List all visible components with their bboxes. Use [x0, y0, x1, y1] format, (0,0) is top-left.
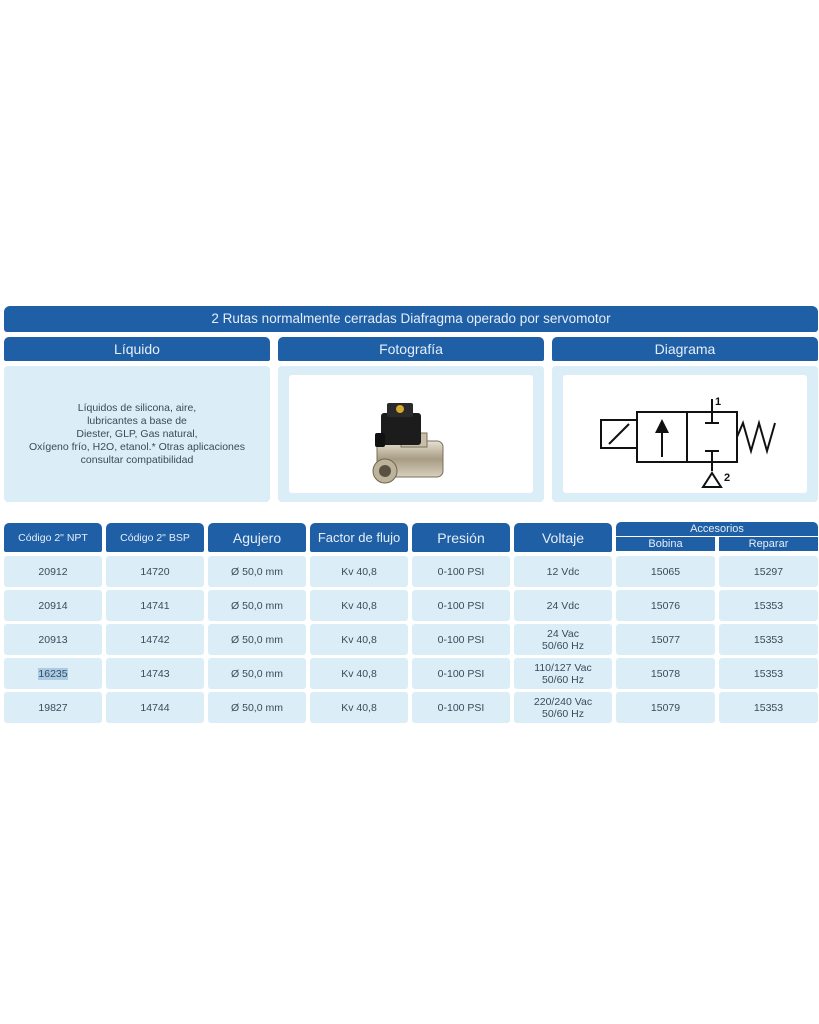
- table-cell-agujero: [208, 692, 306, 723]
- table-cell-agujero: [208, 556, 306, 587]
- liquid-description: Líquidos de silicona, aire, lubricantes a base de Diester, GLP, Gas natural, Oxígeno frío, H2O, etanol.* Otras aplicaciones consultar compatibilidad: [29, 401, 245, 466]
- cell-value: 15065: [650, 565, 681, 578]
- table-cell-agujero: [208, 624, 306, 655]
- cell-value: 15076: [650, 599, 681, 612]
- cell-value: 220/240 Vac 50/60 Hz: [533, 695, 593, 720]
- cell-value: 20912: [38, 565, 68, 578]
- liquid-panel: [4, 366, 270, 502]
- cell-value: Ø 50,0 mm: [231, 633, 283, 646]
- table-cell-presion: [412, 590, 510, 621]
- table-cell-bobina: [616, 590, 715, 621]
- cell-value: 24 Vdc: [546, 599, 580, 612]
- cell-value: 14744: [140, 701, 170, 714]
- table-cell-reparar: [719, 590, 818, 621]
- cell-value: 16235: [38, 667, 68, 680]
- col-bobina-header: Bobina: [616, 537, 715, 551]
- table-cell-npt: [4, 658, 102, 689]
- cell-value: 14742: [140, 633, 170, 646]
- table-cell-factor: [310, 624, 408, 655]
- table-cell-presion: [412, 624, 510, 655]
- table-cell-bsp: [106, 624, 204, 655]
- cell-value: 15353: [753, 701, 784, 714]
- table-cell-bsp: [106, 658, 204, 689]
- cell-value: Kv 40,8: [341, 599, 377, 612]
- table-cell-npt: [4, 624, 102, 655]
- table-cell-voltaje: [514, 658, 612, 689]
- cell-value: 14741: [140, 599, 170, 612]
- col-voltaje-header: Voltaje: [514, 523, 612, 552]
- table-cell-bobina: [616, 556, 715, 587]
- cell-value: 15297: [753, 565, 784, 578]
- cell-value: 14720: [140, 565, 170, 578]
- cell-value: 14743: [140, 667, 170, 680]
- table-cell-factor: [310, 556, 408, 587]
- table-cell-factor: [310, 658, 408, 689]
- table-cell-bsp: [106, 692, 204, 723]
- table-cell-factor: [310, 590, 408, 621]
- table-cell-bobina: [616, 692, 715, 723]
- cell-value: 15353: [753, 599, 784, 612]
- table-cell-npt: [4, 556, 102, 587]
- table-cell-bsp: [106, 556, 204, 587]
- cell-value: Ø 50,0 mm: [231, 667, 283, 680]
- cell-value: 0-100 PSI: [437, 599, 485, 612]
- table-cell-presion: [412, 556, 510, 587]
- cell-value: Kv 40,8: [341, 565, 377, 578]
- diagram-header: Diagrama: [552, 337, 818, 361]
- col-accesorios-header: Accesorios: [616, 522, 818, 536]
- col-reparar-header: Reparar: [719, 537, 818, 551]
- port-2-label: 2: [724, 472, 731, 484]
- table-cell-voltaje: [514, 556, 612, 587]
- cell-value: 0-100 PSI: [437, 667, 485, 680]
- cell-value: 15353: [753, 633, 784, 646]
- liquid-header: Líquido: [4, 337, 270, 361]
- table-cell-presion: [412, 692, 510, 723]
- table-cell-voltaje: [514, 590, 612, 621]
- table-cell-bsp: [106, 590, 204, 621]
- cell-value: 0-100 PSI: [437, 565, 485, 578]
- cell-value: Kv 40,8: [341, 633, 377, 646]
- photo-panel: [278, 366, 544, 502]
- table-cell-reparar: [719, 692, 818, 723]
- col-factor-header: Factor de flujo: [310, 523, 408, 552]
- cell-value: 110/127 Vac 50/60 Hz: [534, 661, 592, 686]
- valve-photo: [289, 375, 533, 493]
- cell-value: Ø 50,0 mm: [231, 599, 283, 612]
- cell-value: 20913: [38, 633, 68, 646]
- table-cell-bobina: [616, 624, 715, 655]
- cell-value: 15078: [650, 667, 681, 680]
- cell-value: 0-100 PSI: [437, 701, 485, 714]
- table-cell-npt: [4, 692, 102, 723]
- table-cell-npt: [4, 590, 102, 621]
- cell-value: 20914: [38, 599, 68, 612]
- table-cell-agujero: [208, 590, 306, 621]
- table-cell-presion: [412, 658, 510, 689]
- photo-header: Fotografía: [278, 337, 544, 361]
- table-cell-reparar: [719, 556, 818, 587]
- cell-value: 24 Vac 50/60 Hz: [541, 627, 585, 652]
- table-cell-voltaje: [514, 624, 612, 655]
- valve-symbol-diagram: [563, 375, 807, 493]
- table-cell-bobina: [616, 658, 715, 689]
- table-cell-reparar: [719, 624, 818, 655]
- cell-value: Kv 40,8: [341, 667, 377, 680]
- port-1-label: 1: [715, 396, 722, 408]
- cell-value: 12 Vdc: [546, 565, 580, 578]
- table-cell-reparar: [719, 658, 818, 689]
- diagram-panel: [552, 366, 818, 502]
- col-npt-header: Código 2" NPT: [4, 523, 102, 552]
- cell-value: 0-100 PSI: [437, 633, 485, 646]
- cell-value: Kv 40,8: [341, 701, 377, 714]
- cell-value: 15353: [753, 667, 784, 680]
- cell-value: 19827: [38, 701, 68, 714]
- cell-value: Ø 50,0 mm: [231, 701, 283, 714]
- col-presion-header: Presión: [412, 523, 510, 552]
- col-bsp-header: Código 2" BSP: [106, 523, 204, 552]
- table-title-banner: 2 Rutas normalmente cerradas Diafragma operado por servomotor: [4, 306, 818, 332]
- col-agujero-header: Agujero: [208, 523, 306, 552]
- table-cell-voltaje: [514, 692, 612, 723]
- table-cell-agujero: [208, 658, 306, 689]
- cell-value: 15079: [650, 701, 681, 714]
- cell-value: 15077: [650, 633, 681, 646]
- cell-value: Ø 50,0 mm: [231, 565, 283, 578]
- table-cell-factor: [310, 692, 408, 723]
